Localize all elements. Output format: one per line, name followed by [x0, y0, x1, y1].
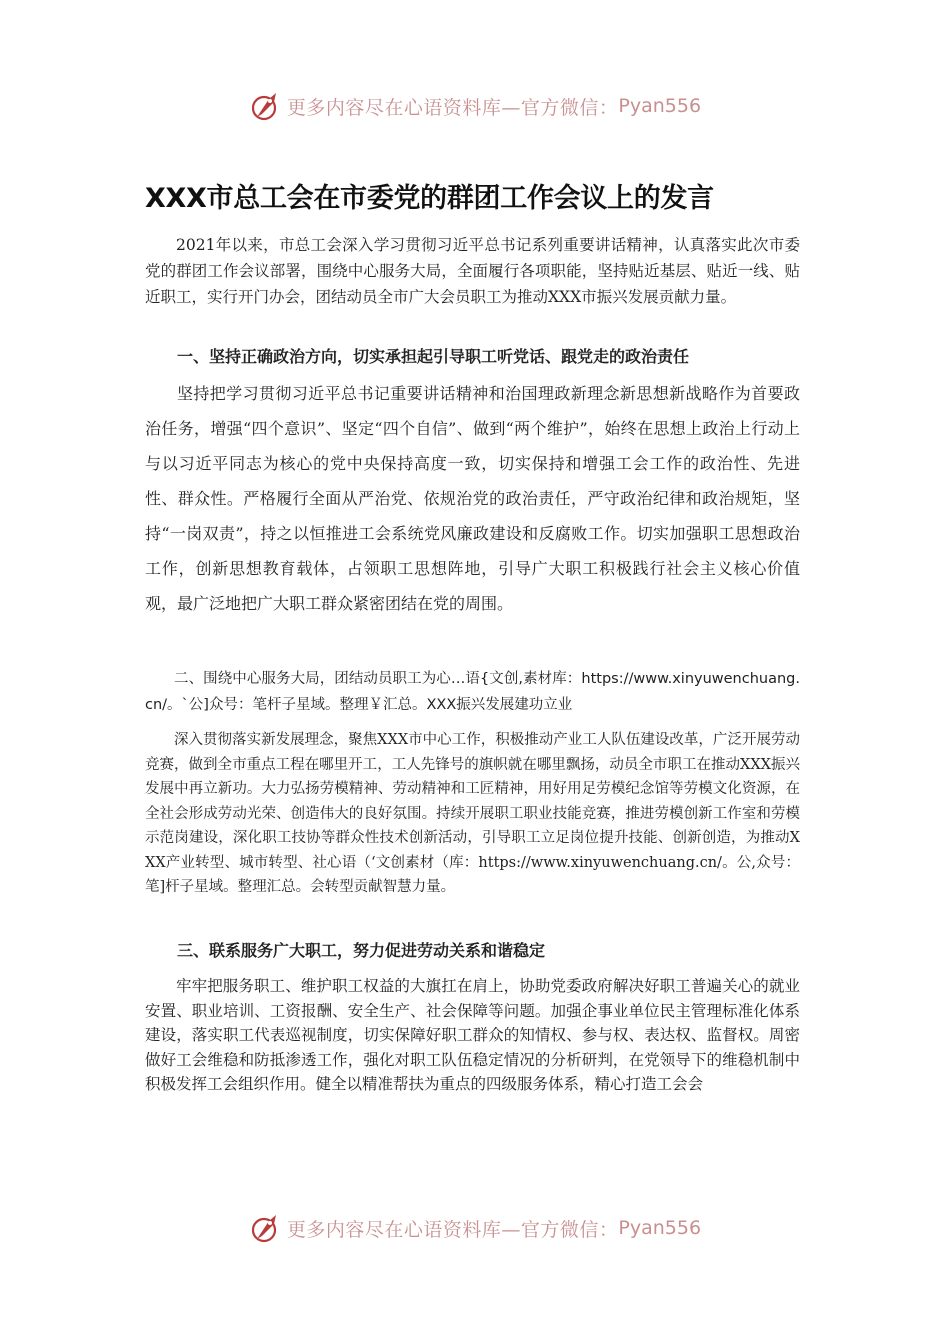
- banner-text: 更多内容尽在心语资料库—官方微信：: [286, 1218, 619, 1241]
- section-1-paragraph: 坚持把学习贯彻习近平总书记重要讲话精神和治国理政新理念新思想新战略作为首要政治任务，增强“四个意识”、坚定“四个自信”、做到“两个维护”，始终在思想上政治上行动上与以习近平同志为核心的党中央保持高度一致，切实保持和增强工会工作的政治性、先进性、群众性。严格履行全面从严治党、依规治党的政治责任，严守政治纪律和政治规矩，坚持“一岗双责”，持之以恒推进工会系统党风廉政建设和反腐败工作。切实加强职工思想政治工作，创新思想教育载体，占领职工思想阵地，引导广大职工积极践行社会主义核心价值观，最广泛地把广大职工群众紧密团结在党的周围。: [145, 384, 800, 613]
- banner-wechat-id: Pyan556: [618, 1217, 702, 1239]
- page-title: XXX市总工会在市委党的群团工作会议上的发言: [145, 183, 714, 214]
- section-3-paragraph: 牢牢把服务职工、维护职工权益的大旗扛在肩上，协助党委政府解决好职工普遍关心的就业安置、职业培训、工资报酬、安全生产、社会保障等问题。加强企事业单位民主管理标准化体系建设，落实职工代表巡视制度，切实保障好职工群众的知情权、参与权、表达权、监督权。周密做好工会维稳和防抵渗透工作，强化对职工队伍稳定情况的分析研判，在党领导下的维稳机制中积极发挥工会组织作用。健全以精准帮扶为重点的四级服务体系，精心打造工会会: [145, 977, 800, 1093]
- header-banner: [0, 86, 950, 126]
- section-heading-2: 二、围绕中心服务大局，团结动员职工为心…语{文创,素材库：https://www.xinyuwenchuang.cn/。`公]众号：笔杆子星域。整理￥汇总。XXX振兴发展建功立业: [145, 671, 800, 713]
- footer-banner: [0, 1208, 950, 1248]
- section-heading-3: 三、联系服务广大职工，努力促进劳动关系和谐稳定: [177, 941, 546, 960]
- banner-wechat-id: Pyan556: [618, 95, 702, 117]
- section-heading-1: 一、坚持正确政治方向，切实承担起引导职工听党话、跟党走的政治责任: [177, 347, 690, 366]
- banner-text: 更多内容尽在心语资料库—官方微信：: [286, 96, 619, 119]
- pen-nib-logo-icon: [249, 89, 283, 123]
- section-2-paragraph: 深入贯彻落实新发展理念，聚焦XXX市中心工作，积极推动产业工人队伍建设改革，广泛开展劳动竞赛，做到全市重点工程在哪里开工，工人先锋号的旗帜就在哪里飘扬，动员全市职工在推动XXX振兴发展中再立新功。大力弘扬劳模精神、劳动精神和工匠精神，用好用足劳模纪念馆等劳模文化资源，在全社会形成劳动光荣、创造伟大的良好氛围。持续开展职工职业技能竞赛，推进劳模创新工作室和劳模示范岗建设，深化职工技协等群众性技术创新活动，引导职工立足岗位提升技能、创新创造，为推动XXX产业转型、城市转型、社心语（‘文创素材（库：https://www.xinyuwenchuang.cn/。公,众号：笔]杆子星域。整理汇总。会转型贡献智慧力量。: [145, 732, 800, 895]
- intro-paragraph: 2021年以来，市总工会深入学习贯彻习近平总书记系列重要讲话精神，认真落实此次市委党的群团工作会议部署，围绕中心服务大局，全面履行各项职能，坚持贴近基层、贴近一线、贴近职工，实行开门办会，团结动员全市广大会员职工为推动XXX市振兴发展贡献力量。: [145, 236, 800, 306]
- pen-nib-logo-icon: [249, 1211, 283, 1245]
